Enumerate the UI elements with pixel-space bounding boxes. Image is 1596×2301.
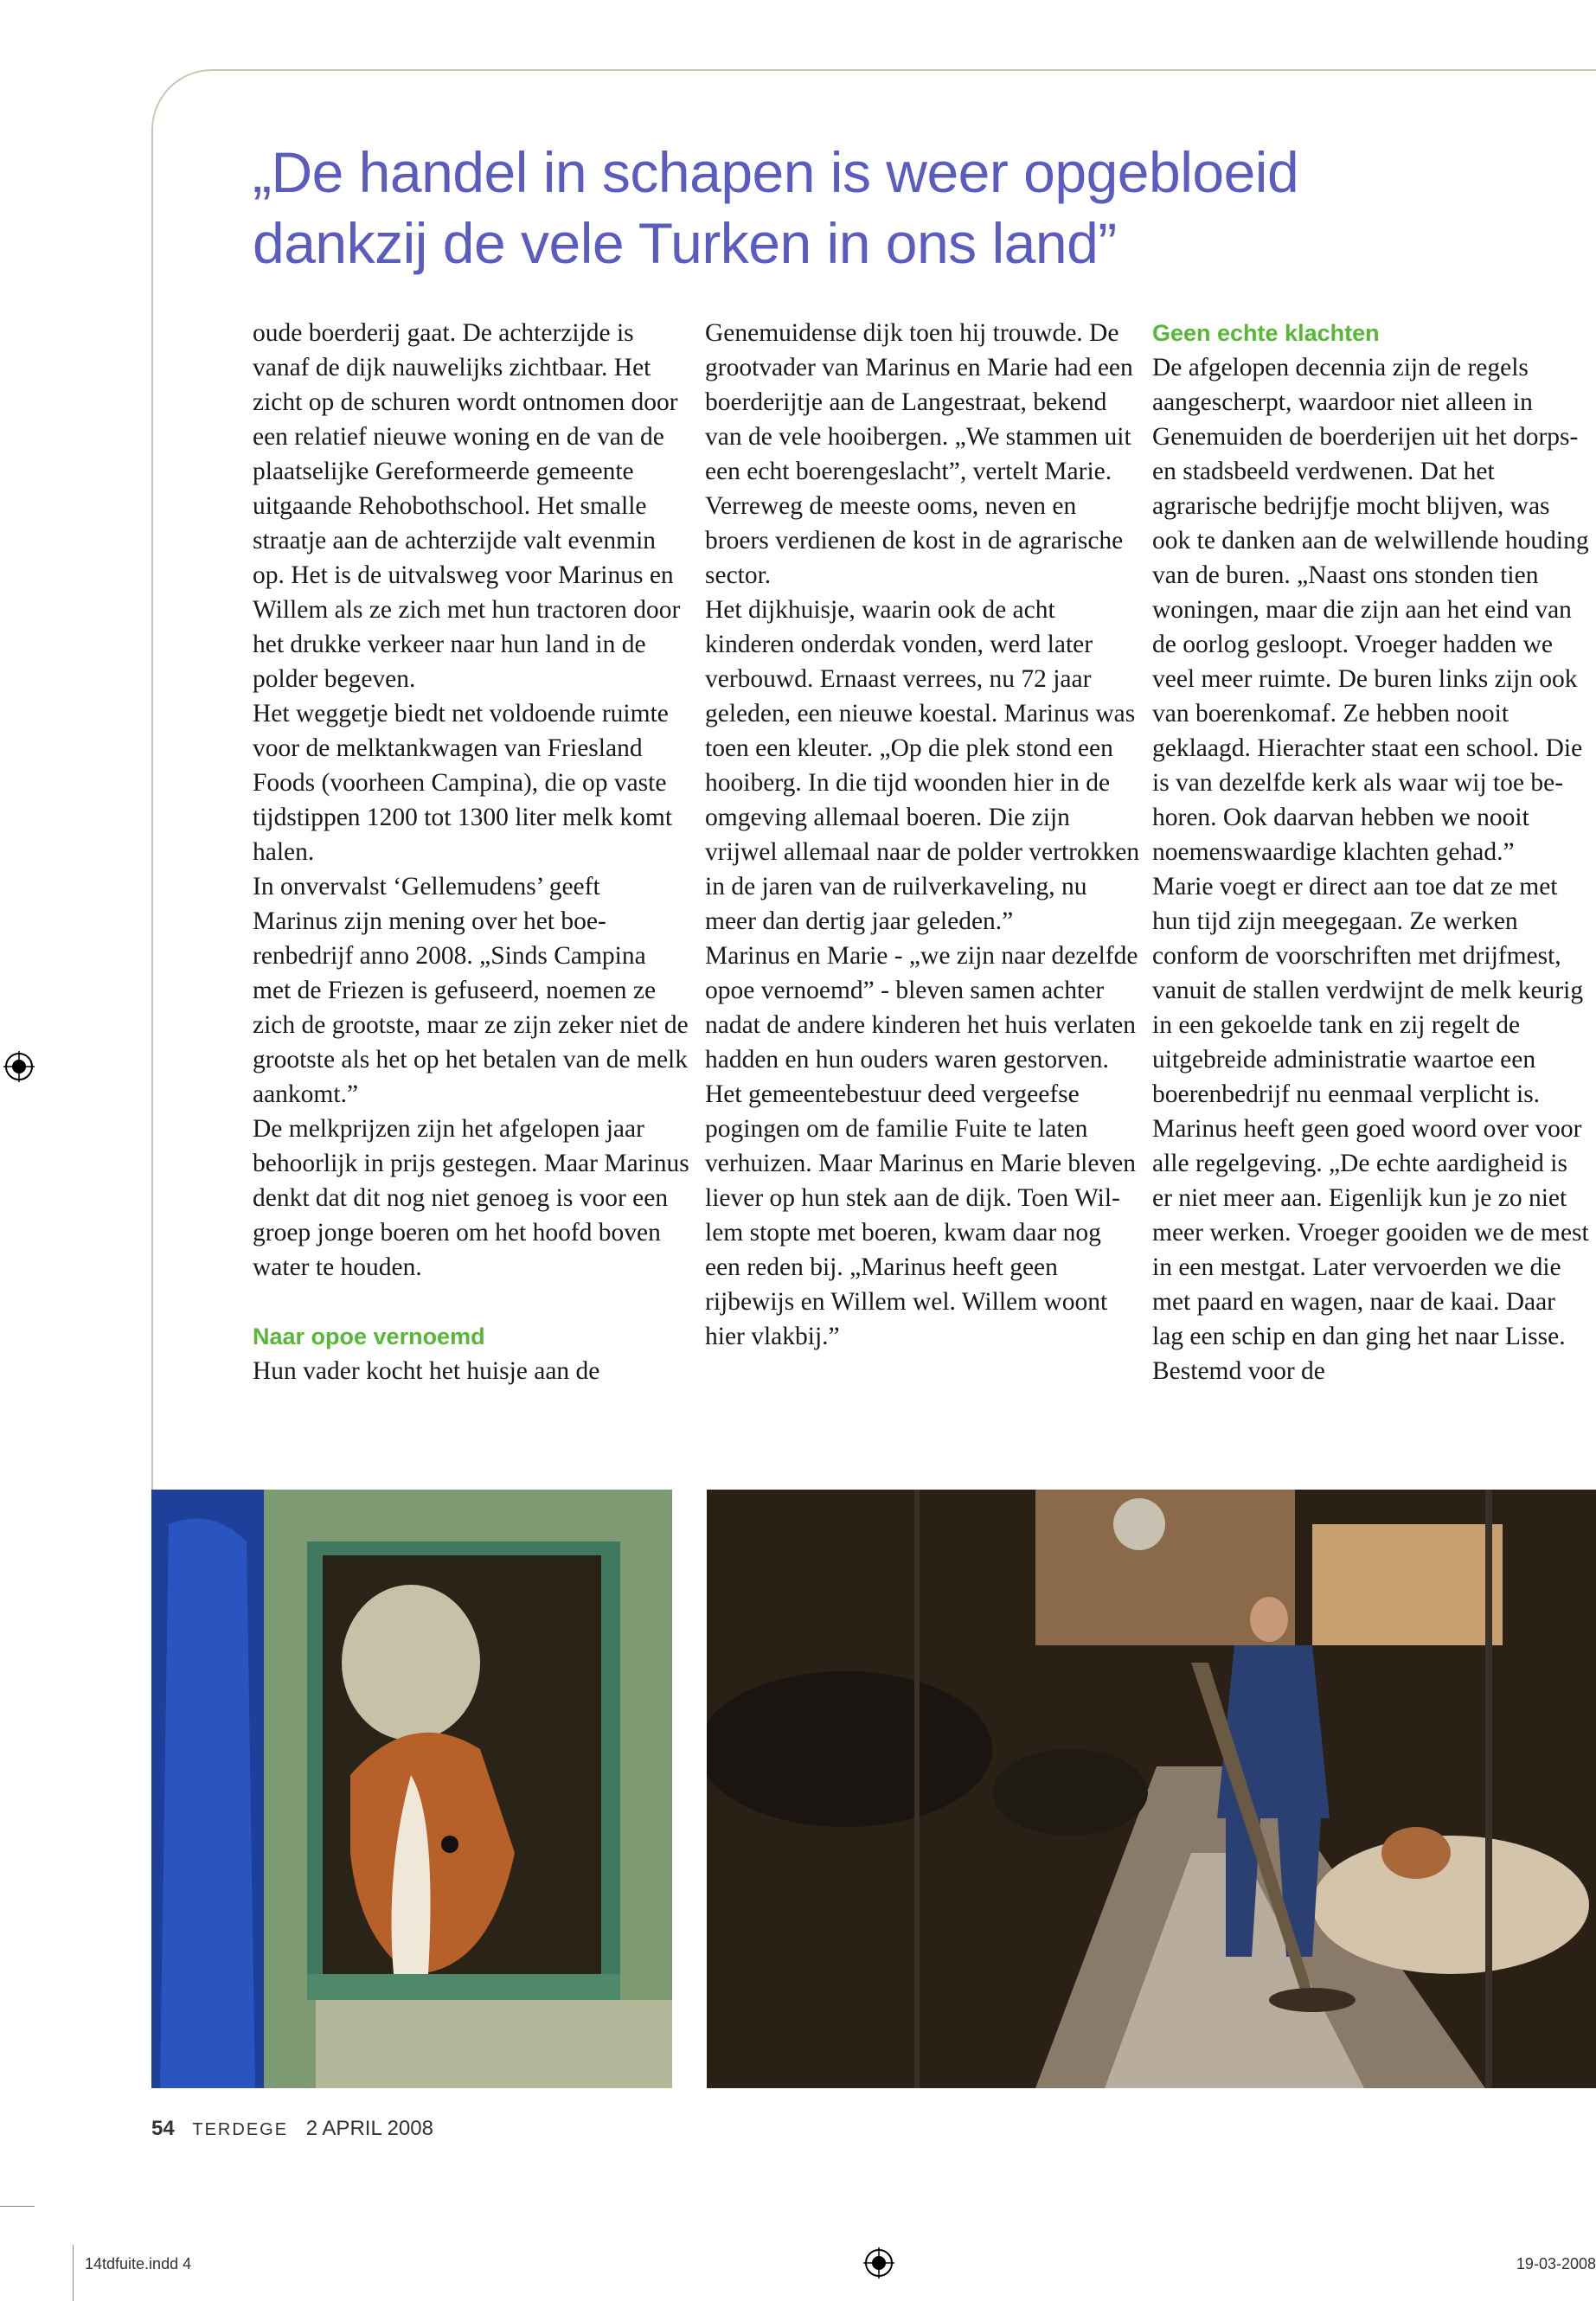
pull-quote-line-2: dankzij de vele Turken in ons land” (253, 211, 1117, 275)
slug-filename: 14tdfuite.indd 4 (85, 2255, 192, 2272)
article-column-3 (1152, 316, 1589, 1388)
slug-date: 19-03-2008 (1516, 2255, 1596, 2272)
photo-farmer-stable (707, 1490, 1596, 2088)
paragraph: Het weggetje biedt net voldoende ruimte voor de melktankwagen van Friesland Foods (voorheen Campina), die op vaste tijdstippen 1200 tot 1300 liter melk komt halen. (253, 700, 673, 866)
crop-mark (73, 2245, 74, 2301)
registration-mark-icon (863, 2247, 894, 2279)
issue-date: 2 APRIL 2008 (305, 2117, 433, 2140)
article-column-2 (705, 316, 1142, 1354)
pull-quote (253, 137, 1464, 279)
magazine-name: TERDEGE (192, 2120, 289, 2139)
subheading-geen-echte-klachten: Geen echte klachten (1152, 320, 1380, 346)
subheading-naar-opoe-vernoemd: Naar opoe vernoemd (253, 1324, 485, 1349)
article-column-1 (253, 316, 689, 1388)
photo-cow-window (151, 1490, 672, 2088)
paragraph: oude boerderij gaat. De achterzijde is vanaf de dijk nauwelijks zichtbaar. Het zicht op de schuren wordt ontnomen door een relatief nieuwe woning en de van de plaatselijke Gereformeerde gemeente uitgaande Rehobothschool. Het smalle straatje aan de achterzijde valt evenmin op. Het is de uitvalsweg voor Marinus en Willem als ze zich met hun tractoren door het drukke verkeer naar hun land in de polder begeven. (253, 319, 681, 693)
paragraph: De melkprijzen zijn het afgelopen jaar behoorlijk in prijs gestegen. Maar Marinus denkt dat dit nog niet genoeg is voor een groep jonge boeren om het hoofd boven water te houden. (253, 1115, 689, 1281)
page-footer (151, 2117, 433, 2141)
paragraph: Marie voegt er direct aan toe dat ze met hun tijd zijn meegegaan. Ze werken conform de voorschriften met drijfmest, vanuit de stallen verdwijnt de melk keurig in een gekoelde tank en zij regelt de uitgebreide administratie waartoe een boerenbedrijf nu eenmaal verplicht is. Marinus heeft geen goed woord over voor alle regelgeving. „De echte aardigheid is er niet meer aan. Eigenlijk kun je zo niet meer werken. Vroeger gooiden we de mest in een mestgat. Later vervoerden we die met paard en wagen, naar de kaai. Daar lag een schip en dan ging het naar Lisse. Bestemd voor de (1152, 873, 1589, 1385)
paragraph: Het dijkhuisje, waarin ook de acht kinderen onderdak vonden, werd later verbouwd. Ernaast verrees, nu 72 jaar geleden, een nieuwe koestal. Marinus was toen een kleuter. „Op die plek stond een hooiberg. In die tijd woonden hier in de omgeving allemaal boeren. Die zijn vrijwel allemaal naar de polder vertrokken in de jaren van de ruilverkaveling, nu meer dan dertig jaar geleden.” (705, 596, 1140, 935)
crop-mark (0, 2206, 35, 2207)
paragraph: De afgelopen decennia zijn de regels aangescherpt, waardoor niet alleen in Genemuiden de boerderijen uit het dorps- en stadsbeeld verdwenen. Dat het agrarische bedrijfje mocht blijven, was ook te danken aan de welwillende houding van de buren. „Naast ons stonden tien woningen, maar die zijn aan het eind van de oorlog gesloopt. Vroeger hadden we veel meer ruimte. De buren links zijn ook van boerenkomaf. Ze hebben nooit geklaagd. Hierachter staat een school. Die is van dezelfde kerk als waar wij toe behoren. Ook daarvan hebben we nooit noemenswaardige klachten gehad.” (1152, 354, 1589, 866)
paragraph: Marinus en Marie - „we zijn naar dezelfde opoe vernoemd” - bleven samen achter nadat de andere kinderen het huis verlaten hadden en hun ouders waren gestorven. Het gemeentebestuur deed vergeefse pogingen om de familie Fuite te laten verhuizen. Maar Marinus en Marie bleven liever op hun stek aan de dijk. Toen Willem stopte met boeren, kwam daar nog een reden bij. „Marinus heeft geen rijbewijs en Willem wel. Willem woont hier vlakbij.” (705, 942, 1138, 1350)
paragraph: Hun vader kocht het huisje aan de (253, 1357, 600, 1385)
page-number: 54 (151, 2117, 175, 2140)
pull-quote-line-1: „De handel in schapen is weer opgebloeid (253, 140, 1299, 204)
registration-mark-icon (3, 1051, 35, 1082)
paragraph: In onvervalst ‘Gellemudens’ geeft Marinus zijn mening over het boerenbedrijf anno 2008. „Sinds Campina met de Friezen is gefuseerd, noemen ze zich de grootste, maar ze zijn zeker niet de grootste als het op het betalen van de melk aankomt.” (253, 873, 689, 1108)
paragraph: Genemuidense dijk toen hij trouwde. De grootvader van Marinus en Marie had een boerderijtje aan de Langestraat, bekend van de vele hooibergen. „We stammen uit een echt boerengeslacht”, vertelt Marie. Verreweg de meeste ooms, neven en broers verdienen de kost in de agrarische sector. (705, 319, 1133, 589)
